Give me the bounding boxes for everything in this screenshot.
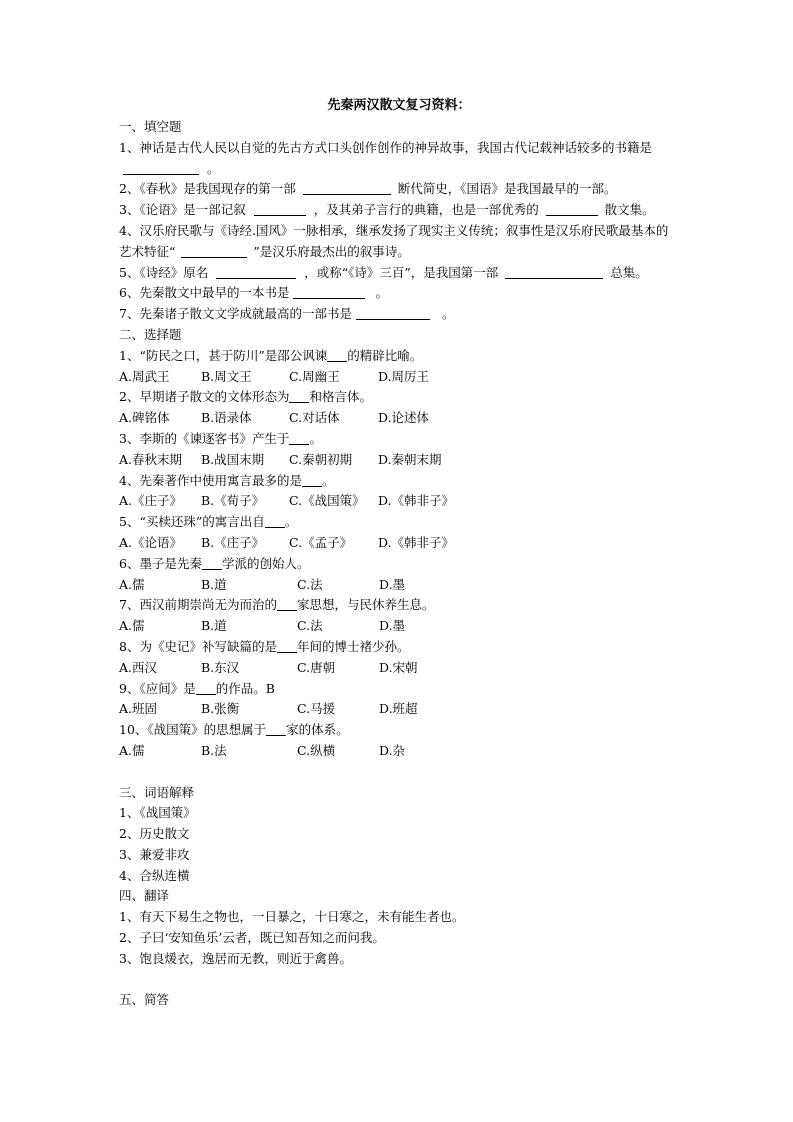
fill-question-4: 4、汉乐府民歌与《诗经.国风》一脉相承，继承发扬了现实主义传统；叙事性是汉乐府民歌最基本的艺术特征“ ”是汉乐府最杰出的叙事诗。 (119, 222, 669, 259)
choice-option: A.儒 (119, 742, 145, 758)
answer-blank (289, 388, 309, 403)
choice-options (119, 658, 679, 679)
choice-options (119, 408, 679, 429)
choice-option: D.班超 (379, 701, 418, 717)
choice-option: B.法 (201, 742, 227, 758)
choice-option: A.碑铭体 (119, 410, 170, 426)
choice-option: C.纵横 (297, 742, 336, 758)
choice-question: 2、早期诸子散文的文体形态为 和格言体。 (119, 389, 372, 405)
choice-option: B.语录体 (201, 410, 252, 426)
choice-option: B.周文王 (201, 368, 252, 384)
choice-question-list (119, 346, 679, 762)
document-page (119, 96, 679, 1011)
answer-blank (303, 180, 391, 195)
answer-blank (265, 513, 285, 528)
choice-option: D.宋朝 (379, 659, 418, 675)
term-item: 3、兼爱非攻 (119, 846, 190, 862)
answer-blank (546, 201, 598, 216)
answer-blank (327, 347, 347, 362)
choice-option: A.儒 (119, 576, 145, 592)
choice-option: C.法 (297, 618, 323, 634)
answer-blank (202, 555, 222, 570)
choice-option: B.道 (201, 618, 227, 634)
answer-blank (123, 160, 199, 175)
choice-option: D.墨 (379, 576, 406, 592)
answer-blank (505, 264, 603, 279)
choice-options (119, 616, 679, 637)
choice-option: A.《庄子》 (119, 493, 183, 509)
answer-blank (181, 243, 247, 258)
translation-item: 2、子曰‘安知鱼乐’云者，既已知吾知之而问我。 (119, 930, 385, 946)
answer-blank (289, 430, 309, 445)
section-heading: 一、填空题 (119, 119, 182, 134)
answer-blank (196, 680, 216, 695)
section-heading: 四、翻译 (119, 888, 170, 904)
choice-option: C.马援 (297, 701, 336, 717)
fill-question-6: 6、先秦散文中最早的一本书是 。 (119, 285, 388, 301)
term-item: 4、合纵连横 (119, 867, 190, 883)
choice-option: B.战国末期 (201, 451, 265, 467)
choice-question: 9、《应间》是 的作品。B (119, 680, 275, 696)
answer-blank (302, 472, 322, 487)
choice-options (119, 450, 679, 471)
fill-question-1: 1、神话是古代人民以自觉的先古方式口头创作创作的神异故事，我国古代记载神话较多的书籍是 。 (119, 139, 652, 176)
choice-option: A.《论语》 (119, 534, 183, 550)
choice-question: 8、为《史记》补写缺篇的是 年间的博士褚少孙。 (119, 638, 410, 654)
choice-question: 7、西汉前期崇尚无为而治的 家思想，与民休养生息。 (119, 597, 435, 613)
choice-options (119, 533, 679, 554)
choice-option: A.西汉 (119, 659, 158, 675)
answer-blank (293, 284, 365, 299)
section-heading: 五、简答 (119, 992, 170, 1008)
choice-option: A.春秋末期 (119, 451, 183, 467)
choice-option: D.《韩非子》 (378, 493, 455, 509)
choice-options (119, 491, 679, 512)
fill-question-7: 7、先秦诸子散文文学成就最高的一部书是 。 (119, 306, 455, 322)
term-item: 2、历史散文 (119, 826, 190, 842)
choice-option: A.周武王 (119, 368, 170, 384)
choice-option: C.周幽王 (289, 368, 340, 384)
fill-question-5: 5、《诗经》原名 ，或称“《诗》三百”，是我国第一部 总集。 (119, 264, 648, 280)
choice-question: 1、“防民之口，甚于防川”是邵公讽谏 的精辟比喻。 (119, 347, 423, 363)
choice-option: D.《韩非子》 (378, 534, 455, 550)
choice-question: 4、先秦著作中使用寓言最多的是 。 (119, 472, 335, 488)
choice-option: C.秦朝初期 (289, 451, 353, 467)
choice-option: C.法 (297, 576, 323, 592)
choice-option: C.《孟子》 (289, 534, 353, 550)
answer-blank (277, 596, 297, 611)
choice-option: B.《荀子》 (201, 493, 265, 509)
answer-blank (266, 721, 286, 736)
translation-item: 3、饱良煖衣，逸居而无教，则近于禽兽。 (119, 950, 352, 966)
choice-options (119, 741, 679, 762)
choice-option: D.论述体 (378, 410, 430, 426)
choice-option: B.道 (201, 576, 227, 592)
choice-options (119, 699, 679, 720)
choice-question: 6、墨子是先秦 学派的创始人。 (119, 555, 310, 571)
section-heading: 二、选择题 (119, 326, 182, 342)
doc-title: 先秦两汉散文复习资料： (327, 98, 471, 113)
section-heading: 三、词语解释 (119, 784, 195, 800)
choice-options (119, 575, 679, 596)
choice-option: A.班固 (119, 701, 158, 717)
choice-options (119, 367, 679, 388)
choice-option: C.《战国策》 (289, 493, 365, 509)
translation-item: 1、有天下易生之物也，一日暴之，十日寒之，未有能生者也。 (119, 909, 465, 925)
answer-blank (277, 638, 297, 653)
choice-option: D.秦朝末期 (378, 451, 442, 467)
choice-option: C.唐朝 (297, 659, 336, 675)
choice-question: 3、李斯的《谏逐客书》产生于 。 (119, 430, 322, 446)
fill-question-2: 2、《春秋》是我国现存的第一部 断代简史，《国语》是我国最早的一部。 (119, 181, 617, 197)
answer-blank (254, 201, 306, 216)
answer-blank (216, 264, 296, 279)
choice-option: B.东汉 (201, 659, 240, 675)
answer-blank (356, 305, 430, 320)
choice-question: 5、“买椟还珠”的寓言出自 。 (119, 514, 298, 530)
choice-question: 10、《战国策》的思想属于 家的体系。 (119, 722, 349, 738)
fill-question-3: 3、《论语》是一部记叙 ，及其弟子言行的典籍，也是一部优秀的 散文集。 (119, 202, 655, 218)
choice-option: C.对话体 (289, 410, 340, 426)
choice-option: D.墨 (379, 618, 406, 634)
term-item: 1、《战国策》 (119, 805, 196, 821)
choice-option: B.《庄子》 (201, 534, 265, 550)
choice-option: A.儒 (119, 618, 145, 634)
choice-option: B.张衡 (201, 701, 240, 717)
choice-option: D.周厉王 (378, 368, 430, 384)
choice-option: D.杂 (379, 742, 406, 758)
